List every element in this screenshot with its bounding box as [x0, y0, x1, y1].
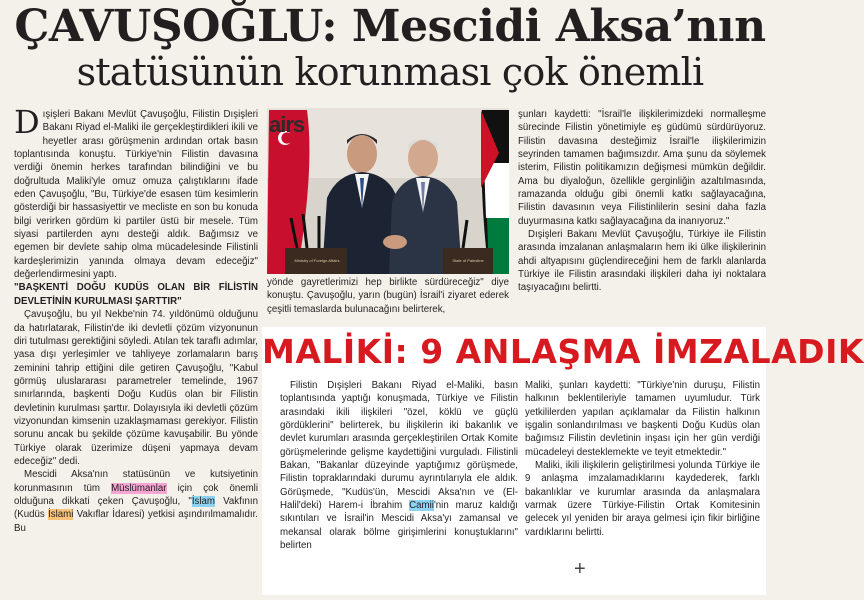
sub-article-box [262, 327, 864, 595]
middle-paragraph: yönde gayretlerimizi hep birlikte sürdüreceğiz" diye konuştu. Çavuşoğlu, yarın (bugün) İsrail'i ziyaret ederek çeşitli temaslarda bulunacağını belirterek, [267, 277, 509, 315]
highlight-muslumanlar: Müslümanlar [111, 482, 167, 494]
left-p3-part-d: Vakıflar İdaresi) yetkisi aşındırılmamalıdır. Bu [14, 509, 258, 534]
box-column-2 [525, 379, 760, 591]
left-paragraph-2: Çavuşoğlu, bu yıl Nekbe'nin 74. yıldönümü olduğunu da hatırlatarak, Filistin'de iki devletli çözüm vizyonunun diri tutulması gerektiğini söyledi. Atılan tek taraflı adımlar, yasa dışı yerleşimler ve tahliyeye zorlamaların barış zeminini tahrip ettiğini dile getiren Çavuşoğlu, "Kabul görmüş uluslararası parametreler temelinde, 1967 sınırlarında, başkenti Doğu Kudüs olan bir Filistin devletinin kurulması şarttır. Dolayısıyla iki devletli çözüm vizyonundan kimsenin uzaklaşmaması gerekiyor. Filistin sorunu ancak bu şekilde çözüme kavuşabilir. Bu yönde Türkiye olarak üzerimize düşeni yapmaya devam edeceğiz" dedi. [14, 309, 258, 467]
highlight-camii: Camii [409, 500, 434, 512]
right-paragraph-2: Dışişleri Bakanı Mevlüt Çavuşoğlu, Türkiye ile Filistin arasında imzalanan anlaşmaların hem iki ülke ilişkilerinin ahdi altyapısını güçlendireceğini hem de farklı alanlarda Türkiye ile Filistin arasındaki ilişkileri daha iyi noktalara taşıyacağını belirtti. [518, 229, 766, 294]
box-paragraph-1 [280, 379, 518, 552]
sub-article-title: MALİKİ: 9 ANLAŞMA İMZALADIK [262, 332, 864, 371]
highlight-islam: İslam [191, 495, 215, 507]
right-paragraph-1: şunları kaydetti: "İsrail'le ilişkilerimizdeki normalleşme sürecinde Filistin yönetimiyle eş güdümü sürdürüyoruz. Filistin davasına desteğimiz İsrail'le ilişkilerimizin seyrinden tamamen bağımsızdır. Ama şunu da söylemek isterim, Filistin politikamızın değişmesi mümkün değildir. Ama bu diyaloğun, özellikle gerginliğin azaltılmasında, ramazanda olduğu gibi önemli katkı sağlayacağına, Filistin davasının veya Filistinlilerin sesini daha fazla duyurmasına katkı sağlayacağına da inanıyoruz." [518, 109, 766, 227]
highlight-islami: İslami [48, 509, 74, 521]
left-p3-part-b: için çok önemli olduğuna dikkati çeken Çavuşoğlu, " [14, 482, 258, 507]
dropcap: D [14, 103, 40, 141]
left-p3-part-c: Vakfının (Kudüs [14, 495, 258, 521]
podium-right-label: State of Palestine [452, 258, 484, 263]
box-p1-part-a: Filistin Dışişleri Bakanı Riyad el-Maliki, basın toplantısında yaptığı konuşmada, Türkiye ve Filistin arasındaki ikili ilişkileri "özel, köklü ve güçlü gördüklerini" belirterek, bu ilişkilerin iki bakanlık ve devlet kurumları arasında gerçekleştirilen Ortak Komite görüşmelerinde gelişme kaydettiğini vurguladı. Filistinli Bakan, "Bakanlar düzeyinde yaptığımız görüşmede, Filistin topraklarındaki durumu ayrıntılarıyla ele aldık. Görüşmede, "Kudüs'ün, Mescidi Aksa'nın ve (El-Halil'deki) Harem-i İbrahim [280, 380, 518, 512]
handshake [383, 235, 407, 249]
left-paragraph-1-text: ışişleri Bakanı Mevlüt Çavuşoğlu, Filistin Dışişleri Bakanı Riyad el-Maliki ile gerçekleştirdikleri ikili ve heyetler arası görüşmenin ardından ortak basın toplantısında konuştu. Türkiye'nin Filistin davasına verdiği önemin herkes tarafından bilindiğini ve bu doğrultuda Maliki'yle omuz omuza çalıştıklarını ifade eden Çavuşoğlu, "Bu, Türkiye'de esasen tüm kesimlerin gösterdiği bir hassasiyettir ve mecliste en son bu konuda bilgi verirken gördüm ki partiler üstü bir mesele. Tüm siyasi partilerden aynı desteği aldık. Bağımsız ve egemen bir devlete sahip olma mücadelesinde Filistinli kardeşlerimizin yanında olmaya devam edeceğiz" değerlendirmesini yaptı. [14, 109, 258, 281]
box-paragraph-2: Maliki, şunları kaydetti: "Türkiye'nin duruşu, Filistin halkının beklentileriyle tamamen uyumludur. Türk yetkililerden yapılan açıklamalar da Filistin halkının işgalin sonlandırılması ve başkenti Doğu Kudüs olan bağımsız Filistin devletinin inşası için her gün verdiği mücadeleyi desteklemekte ve teyit etmektedir." [525, 380, 760, 458]
headline [0, 0, 780, 102]
right-column [518, 108, 766, 322]
news-photo [267, 108, 509, 274]
box-p1-part-b: 'nin maruz kaldığı sıkıntıları ve İsrail'in Mescidi Aksa'yı zamansal ve mekansal olarak bölme girişimlerini konuştuklarını" belirten [280, 500, 518, 552]
backdrop-text: airs [269, 112, 305, 137]
middle-column [267, 276, 509, 320]
headline-title: ÇAVUŞOĞLU: Mescidi Aksa’nın [14, 1, 766, 52]
podium-left-label: Ministry of Foreign Affairs [294, 258, 340, 263]
left-paragraph-1 [14, 103, 258, 281]
crosshair-mark: + [574, 558, 586, 580]
box-column-1 [280, 379, 518, 591]
left-p3-part-a: Mescidi Aksa'nın statüsünün ve kutsiyetinin korunmasının tüm [14, 469, 258, 494]
headline-subtitle: statüsünün korunması çok önemli [76, 50, 704, 94]
left-subheading: "BAŞKENTİ DOĞU KUDÜS OLAN BİR FİLİSTİN DEVLETİNİN KURULMASI ŞARTTIR" [14, 282, 258, 307]
left-paragraph-3 [14, 468, 258, 535]
box-paragraph-3: Maliki, ikili ilişkilerin geliştirilmesi yolunda Türkiye ile 9 anlaşma imzalamadıklarını kaydederek, farklı bakanlıklar ve kurumlar arasında da anlaşmalara varmak üzere Türkiye-Filistin Ortak Komitesinin gelecek yıl yeniden bir araya gelmesi için fikir birliğine vardıklarını belirtti. [525, 460, 760, 538]
left-column [14, 103, 258, 598]
